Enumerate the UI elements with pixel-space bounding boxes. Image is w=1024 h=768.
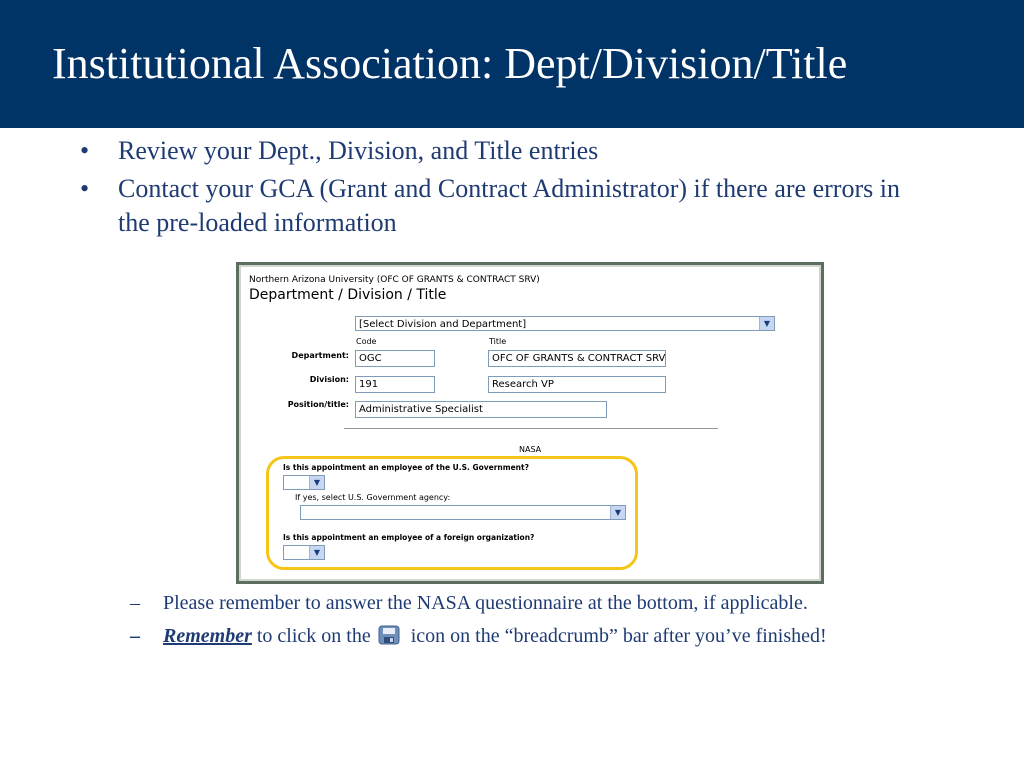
title-bar	[0, 0, 1024, 128]
agency-select[interactable]	[300, 505, 626, 520]
bullet-item	[80, 134, 920, 168]
save-icon	[378, 625, 400, 645]
nasa-header: NASA	[519, 445, 542, 454]
title-header: Title	[489, 337, 507, 346]
us-government-question: Is this appointment an employee of the U.S. Government?	[283, 463, 529, 472]
position-title-input[interactable]: Administrative Specialist	[355, 401, 607, 418]
foreign-org-select[interactable]	[283, 545, 325, 560]
bullet-text: Review your Dept., Division, and Title entries	[118, 136, 599, 165]
division-department-select[interactable]	[355, 316, 775, 331]
bullet-item	[80, 172, 920, 240]
org-line: Northern Arizona University (OFC OF GRANTS & CONTRACT SRV)	[249, 275, 540, 285]
bullet-text: Contact your GCA (Grant and Contract Administrator) if there are errors in the pre-loaded information	[118, 174, 900, 237]
department-code-input[interactable]: OGC	[355, 350, 435, 367]
select-value: [Select Division and Department]	[359, 319, 527, 330]
slide-title: Institutional Association: Dept/Division/Title	[52, 39, 848, 88]
sub-bullet-dash: –	[130, 625, 140, 647]
bullet-list	[80, 134, 920, 244]
code-header: Code	[356, 337, 377, 346]
us-government-select[interactable]	[283, 475, 325, 490]
division-title-input[interactable]: Research VP	[488, 376, 666, 393]
foreign-org-question: Is this appointment an employee of a foreign organization?	[283, 533, 535, 542]
bullet-dot: •	[80, 136, 90, 165]
position-label: Position/title:	[287, 400, 349, 409]
sub-bullet-dash: –	[130, 592, 140, 614]
chevron-down-icon[interactable]: ▼	[309, 476, 324, 489]
form-screenshot	[236, 262, 824, 584]
division-code-input[interactable]: 191	[355, 376, 435, 393]
sub-bullet-text-before: to click on the	[251, 625, 371, 647]
sub-bullet-item	[130, 590, 910, 617]
sub-bullet-text: Please remember to answer the NASA questionnaire at the bottom, if applicable.	[163, 592, 808, 614]
sub-bullet-text-after: icon on the “breadcrumb” bar after you’ve finished!	[405, 625, 827, 647]
agency-question: If yes, select U.S. Government agency:	[295, 493, 451, 502]
form-heading: Department / Division / Title	[249, 287, 447, 303]
department-label: Department:	[291, 351, 349, 360]
remember-emphasis: Remember	[163, 625, 252, 647]
department-title-input[interactable]: OFC OF GRANTS & CONTRACT SRV	[488, 350, 666, 367]
form-divider	[344, 428, 718, 429]
chevron-down-icon[interactable]: ▼	[309, 546, 324, 559]
sub-bullet-list	[130, 590, 910, 656]
chevron-down-icon[interactable]: ▼	[759, 317, 774, 330]
chevron-down-icon[interactable]: ▼	[610, 506, 625, 519]
sub-bullet-item	[130, 623, 910, 650]
bullet-dot: •	[80, 174, 90, 203]
division-label: Division:	[309, 375, 349, 384]
